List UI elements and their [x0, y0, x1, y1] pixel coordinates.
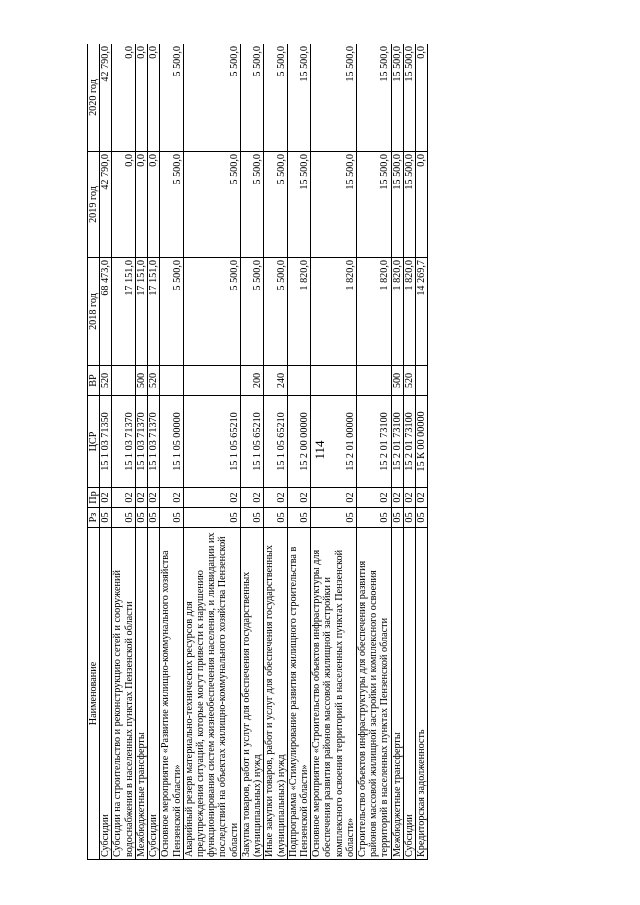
- cell-pr: 02: [357, 488, 392, 508]
- cell-name: Строительство объектов инфраструктуры для обеспечения развития районов массовой жилищной застройки и комплексного освоения территорий в населенных пунктах Пензенской области: [357, 528, 392, 860]
- table-row: [160, 44, 183, 860]
- cell-2018: 14 269,7: [416, 258, 428, 366]
- table-row: [135, 44, 147, 860]
- cell-2020: 0,0: [135, 44, 147, 152]
- cell-csr: 15 К 00 00000: [416, 396, 428, 488]
- table-row: [287, 44, 310, 860]
- cell-2018: 1 820,0: [311, 258, 357, 366]
- header-rz: Рз: [88, 508, 100, 528]
- cell-2020: 15 500,0: [311, 44, 357, 152]
- cell-pr: 02: [416, 488, 428, 508]
- cell-2020: 5 500,0: [240, 44, 263, 152]
- cell-name: Кредиторская задолженность: [416, 528, 428, 860]
- table-header-row: [88, 44, 100, 860]
- cell-csr: 15 1 03 71370: [148, 396, 160, 488]
- cell-2020: 15 500,0: [357, 44, 392, 152]
- cell-2020: 0,0: [148, 44, 160, 152]
- cell-rz: 05: [416, 508, 428, 528]
- table-row: [183, 44, 240, 860]
- cell-pr: 02: [183, 488, 240, 508]
- budget-table-sheet: [87, 44, 560, 860]
- cell-name: Субсидии: [403, 528, 415, 860]
- cell-name: Подпрограмма «Стимулирование развития жилищного строительства в Пензенской области»: [287, 528, 310, 860]
- cell-2018: 1 820,0: [287, 258, 310, 366]
- cell-csr: 15 1 03 71370: [112, 396, 135, 488]
- cell-2019: 5 500,0: [183, 152, 240, 258]
- table-row: [391, 44, 403, 860]
- cell-2020: 42 790,0: [100, 44, 112, 152]
- cell-2020: 0,0: [112, 44, 135, 152]
- header-csr: ЦСР: [88, 396, 100, 488]
- header-2019: 2019 год: [88, 152, 100, 258]
- cell-2019: 42 790,0: [100, 152, 112, 258]
- page-number: 114: [312, 440, 327, 460]
- cell-2019: 5 500,0: [240, 152, 263, 258]
- cell-name: Субсидии: [100, 528, 112, 860]
- cell-pr: 02: [403, 488, 415, 508]
- cell-rz: 05: [240, 508, 263, 528]
- table-row: [357, 44, 392, 860]
- cell-vr: 520: [148, 366, 160, 396]
- cell-csr: 15 1 05 65210: [240, 396, 263, 488]
- cell-pr: 02: [240, 488, 263, 508]
- cell-2018: 5 500,0: [183, 258, 240, 366]
- cell-2018: 17 151,0: [112, 258, 135, 366]
- table-row: [240, 44, 263, 860]
- cell-name: Основное мероприятие «Строительство объектов инфраструктуры для обеспечения развития районов массовой жилищной застройки и комплексного освоения территорий в населенных пунктах Пензенской области»: [311, 528, 357, 860]
- cell-vr: [416, 366, 428, 396]
- cell-name: Аварийный резерв материально-технических ресурсов для предупреждения ситуаций, которые могут привести к нарушению функционирования систем жизнеобеспечения населения, и ликвидации их последствий на объектах жилищно-коммунального хозяйства Пензенской области: [183, 528, 240, 860]
- table-row: [416, 44, 428, 860]
- cell-2020: 0,0: [416, 44, 428, 152]
- cell-pr: 02: [112, 488, 135, 508]
- cell-2018: 5 500,0: [160, 258, 183, 366]
- header-2020: 2020 год: [88, 44, 100, 152]
- cell-rz: 05: [357, 508, 392, 528]
- cell-2020: 15 500,0: [287, 44, 310, 152]
- cell-pr: 02: [311, 488, 357, 508]
- cell-2018: 5 500,0: [240, 258, 263, 366]
- cell-name: Закупка товаров, работ и услуг для обеспечения государственных (муниципальных) нужд: [240, 528, 263, 860]
- cell-rz: 05: [287, 508, 310, 528]
- cell-name: Иные закупки товаров, работ и услуг для обеспечения государственных (муниципальных) нужд: [264, 528, 287, 860]
- cell-rz: 05: [183, 508, 240, 528]
- cell-vr: [287, 366, 310, 396]
- cell-2018: 68 473,0: [100, 258, 112, 366]
- cell-vr: 240: [264, 366, 287, 396]
- cell-rz: 05: [264, 508, 287, 528]
- header-name: Наименование: [88, 528, 100, 860]
- cell-2019: 0,0: [135, 152, 147, 258]
- cell-name: Субсидии: [148, 528, 160, 860]
- cell-name: Межбюджетные трансферты: [135, 528, 147, 860]
- cell-csr: 15 1 03 71370: [135, 396, 147, 488]
- cell-2018: 17 151,0: [135, 258, 147, 366]
- cell-rz: 05: [148, 508, 160, 528]
- table-row: [403, 44, 415, 860]
- cell-csr: 15 2 01 00000: [311, 396, 357, 488]
- cell-pr: 02: [160, 488, 183, 508]
- cell-2018: 5 500,0: [264, 258, 287, 366]
- cell-2019: 15 500,0: [287, 152, 310, 258]
- cell-rz: 05: [403, 508, 415, 528]
- cell-2019: 15 500,0: [391, 152, 403, 258]
- cell-vr: 500: [135, 366, 147, 396]
- cell-pr: 02: [148, 488, 160, 508]
- cell-rz: 05: [100, 508, 112, 528]
- cell-2019: 5 500,0: [264, 152, 287, 258]
- table-row: [311, 44, 357, 860]
- cell-vr: 520: [403, 366, 415, 396]
- cell-2019: 15 500,0: [403, 152, 415, 258]
- table-row: [100, 44, 112, 860]
- cell-csr: 15 2 01 73100: [391, 396, 403, 488]
- header-2018: 2018 год: [88, 258, 100, 366]
- cell-vr: 500: [391, 366, 403, 396]
- cell-2020: 15 500,0: [403, 44, 415, 152]
- cell-2019: 0,0: [112, 152, 135, 258]
- cell-csr: 15 1 05 65210: [264, 396, 287, 488]
- cell-vr: [160, 366, 183, 396]
- cell-name: Межбюджетные трансферты: [391, 528, 403, 860]
- cell-2019: 0,0: [148, 152, 160, 258]
- table-row: [112, 44, 135, 860]
- cell-2020: 15 500,0: [391, 44, 403, 152]
- cell-csr: 15 1 05 00000: [160, 396, 183, 488]
- table-row: [148, 44, 160, 860]
- rotated-table-container: [87, 44, 560, 860]
- cell-2019: 15 500,0: [311, 152, 357, 258]
- cell-pr: 02: [391, 488, 403, 508]
- header-pr: Пр: [88, 488, 100, 508]
- cell-csr: 15 1 03 71350: [100, 396, 112, 488]
- cell-rz: 05: [311, 508, 357, 528]
- cell-pr: 02: [100, 488, 112, 508]
- cell-pr: 02: [264, 488, 287, 508]
- cell-2018: 1 820,0: [391, 258, 403, 366]
- cell-vr: [357, 366, 392, 396]
- cell-rz: 05: [160, 508, 183, 528]
- cell-2019: 5 500,0: [160, 152, 183, 258]
- cell-2020: 5 500,0: [160, 44, 183, 152]
- cell-rz: 05: [135, 508, 147, 528]
- cell-2020: 5 500,0: [264, 44, 287, 152]
- cell-2019: 15 500,0: [357, 152, 392, 258]
- cell-csr: 15 1 05 65210: [183, 396, 240, 488]
- cell-pr: 02: [287, 488, 310, 508]
- cell-2018: 1 820,0: [403, 258, 415, 366]
- cell-rz: 05: [391, 508, 403, 528]
- cell-rz: 05: [112, 508, 135, 528]
- cell-2019: 0,0: [416, 152, 428, 258]
- cell-pr: 02: [135, 488, 147, 508]
- cell-2018: 17 151,0: [148, 258, 160, 366]
- cell-csr: 15 2 01 73100: [403, 396, 415, 488]
- cell-vr: 200: [240, 366, 263, 396]
- table-row: [264, 44, 287, 860]
- cell-csr: 15 2 01 73100: [357, 396, 392, 488]
- cell-vr: [311, 366, 357, 396]
- cell-vr: 520: [100, 366, 112, 396]
- cell-csr: 15 2 00 00000: [287, 396, 310, 488]
- cell-vr: [183, 366, 240, 396]
- cell-name: Основное мероприятие «Развитие жилищно-коммунального хозяйства Пензенской области»: [160, 528, 183, 860]
- cell-2020: 5 500,0: [183, 44, 240, 152]
- cell-name: Субсидии на строительство и реконструкцию сетей и сооружений водоснабжения в населенных пунктах Пензенской области: [112, 528, 135, 860]
- cell-2018: 1 820,0: [357, 258, 392, 366]
- header-vr: ВР: [88, 366, 100, 396]
- budget-table: [87, 44, 428, 860]
- cell-vr: [112, 366, 135, 396]
